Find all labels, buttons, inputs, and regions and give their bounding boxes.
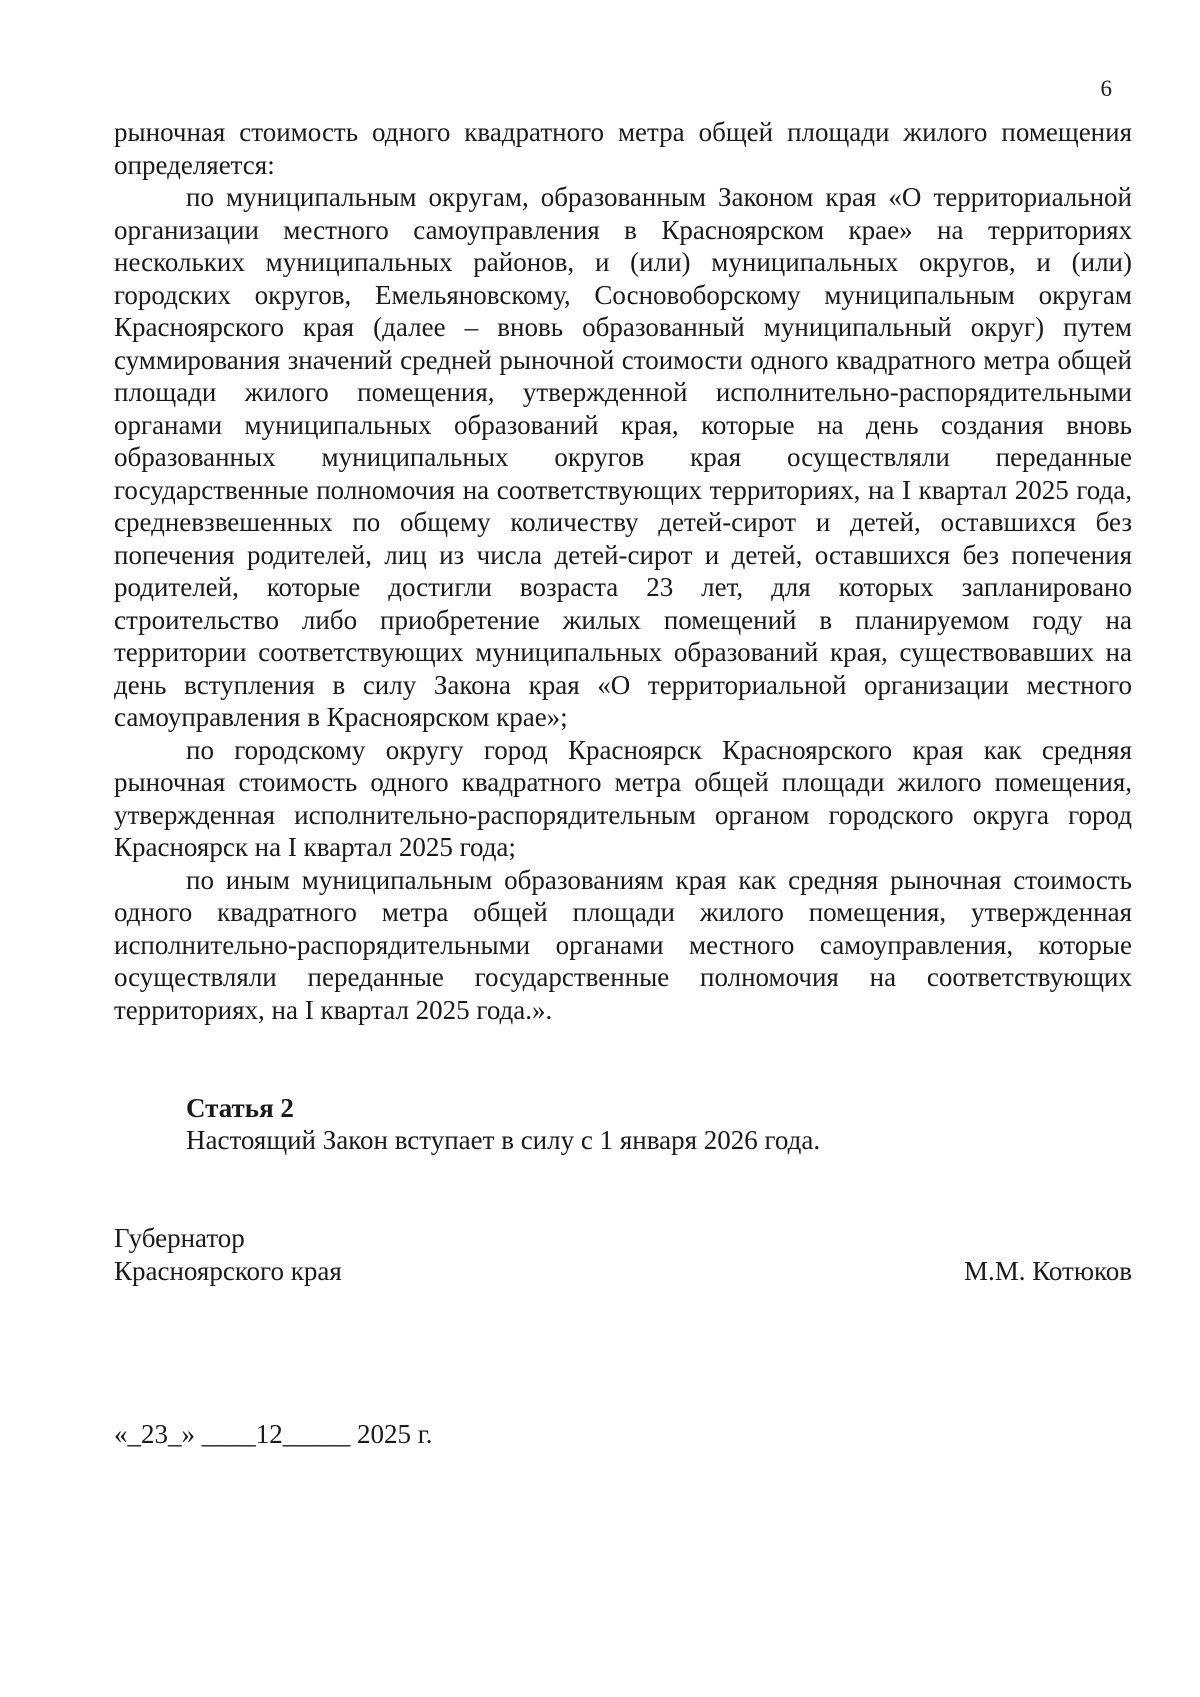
paragraph-krasnoyarsk-city: по городскому округу город Красноярск Красноярского края как средняя рыночная стоимость одного квадратного метра общей площади жилого помещения, утвержденная исполнительно-распорядительным органом городского округа город Красноярск на I квартал 2025 года; xyxy=(114,734,1132,862)
paragraph-other-municipalities: по иным муниципальным образованиям края как средняя рыночная стоимость одного квадратного метра общей площади жилого помещения, утвержденная исполнительно-распорядительными органами местного самоуправления, которые осуществляли переданные государственные полномочия на соответствующих территориях, на I квартал 2025 года.». xyxy=(114,864,1132,1025)
signature-block xyxy=(114,1222,1132,1288)
article-heading: Статья 2 xyxy=(186,1093,294,1123)
signatory-position-line2: Красноярского края xyxy=(114,1256,342,1286)
paragraph-intro: рыночная стоимость одного квадратного метра общей площади жилого помещения определяется: xyxy=(114,117,1132,180)
signing-date: «_23_» ____12_____ 2025 г. xyxy=(114,1419,433,1449)
signatory-position-line1: Губернатор xyxy=(114,1223,245,1253)
article-text: Настоящий Закон вступает в силу с 1 января 2026 года. xyxy=(186,1125,821,1155)
page-number: 6 xyxy=(1100,76,1112,101)
signature-row xyxy=(114,1255,1132,1288)
signatory-name: М.М. Котюков xyxy=(963,1256,1132,1286)
document-body xyxy=(114,116,1132,1026)
paragraph-municipal-districts: по муниципальным округам, образованным Законом края «О территориальной организации местного самоуправления в Красноярском крае» на территориях нескольких муниципальных районов, и (или) муниципальных округов, и (или) городских округов, Емельяновскому, Сосновоборскому муниципальным округам Красноярского края (далее – вновь образованный муниципальный округ) путем суммирования значений средней рыночной стоимости одного квадратного метра общей площади жилого помещения, утвержденной исполнительно-распорядительными органами муниципальных образований края, которые на день создания вновь образованных муниципальных округов края осуществляли переданные государственные полномочия на соответствующих территориях, на I квартал 2025 года, средневзвешенных по общему количеству детей-сирот и детей, оставшихся без попечения родителей, лиц из числа детей-сирот и детей, оставшихся без попечения родителей, которые достигли возраста 23 лет, для которых запланировано строительство либо приобретение жилых помещений в планируемом году на территории соответствующих муниципальных образований края, существовавших на день вступления в силу Закона края «О территориальной организации местного самоуправления в Красноярском крае»; xyxy=(114,182,1132,732)
